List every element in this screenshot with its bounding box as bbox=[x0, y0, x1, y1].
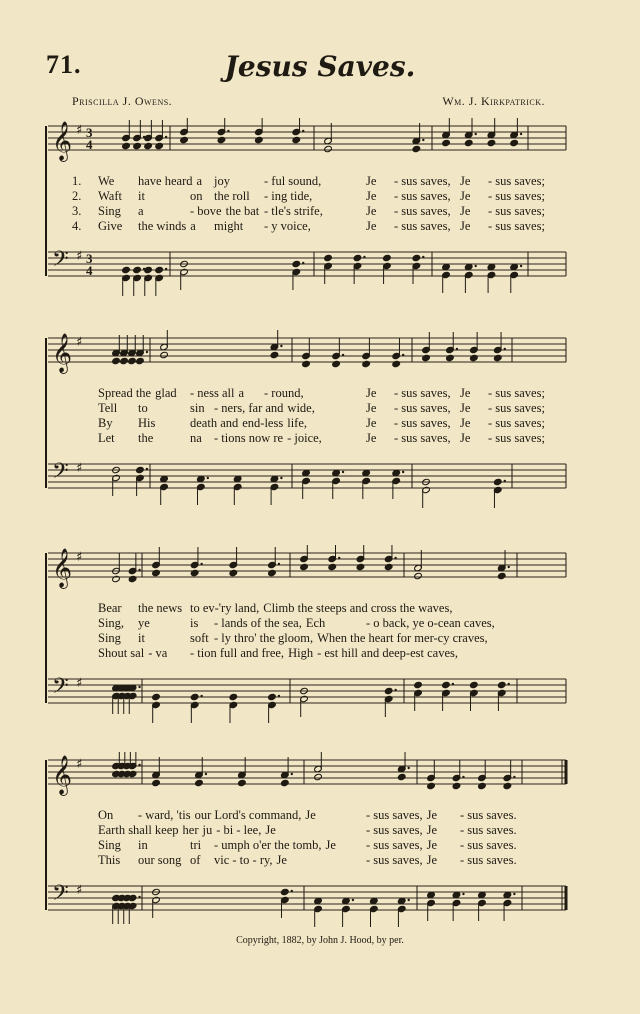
note-head bbox=[362, 360, 371, 367]
lyric-syllable: Sing bbox=[98, 631, 121, 645]
note-head bbox=[292, 136, 301, 143]
note-head bbox=[510, 139, 519, 146]
dot bbox=[474, 133, 476, 135]
note-head bbox=[412, 145, 421, 152]
music-system bbox=[42, 118, 572, 298]
dot bbox=[138, 764, 140, 766]
time-signature-top: 3 bbox=[86, 125, 93, 140]
dot bbox=[342, 354, 344, 356]
lyric-syllable: - sus saves, bbox=[366, 853, 423, 867]
lyric-syllable: - va bbox=[148, 646, 168, 660]
note-head bbox=[392, 360, 401, 367]
lyric-syllable: glad bbox=[155, 386, 177, 400]
lyric-syllable: Je bbox=[366, 189, 377, 203]
lyric-line bbox=[42, 401, 572, 416]
dot bbox=[504, 348, 506, 350]
dot bbox=[462, 776, 464, 778]
lyric-syllable: Je bbox=[305, 808, 316, 822]
lyric-syllable: is bbox=[190, 616, 199, 630]
time-signature-top: 3 bbox=[86, 251, 93, 266]
hymn-number: 71. bbox=[46, 50, 82, 79]
lyric-syllable: - ward, 'tis bbox=[138, 808, 191, 822]
dot bbox=[291, 890, 293, 892]
lyric-syllable: soft bbox=[190, 631, 209, 645]
lyric-syllable: to bbox=[138, 401, 148, 415]
lyric-syllable: Je bbox=[460, 386, 471, 400]
note-head bbox=[503, 782, 512, 789]
lyric-syllable: death and bbox=[190, 416, 239, 430]
lyric-syllable: - sus saves, bbox=[394, 219, 451, 233]
lyric-line bbox=[42, 386, 572, 401]
lyric-syllable: - sus saves, bbox=[394, 416, 451, 430]
treble-clef-icon: 𝄞 bbox=[52, 121, 73, 161]
lyric-syllable: - joice, bbox=[287, 431, 322, 445]
lyric-syllable: Sing bbox=[98, 838, 121, 852]
lyric-syllable: - sus saves; bbox=[488, 219, 545, 233]
lyric-syllable: Je bbox=[460, 189, 471, 203]
lyric-syllable: the news bbox=[138, 601, 183, 615]
dot bbox=[422, 256, 424, 258]
lyric-syllable: - sus saves. bbox=[460, 823, 517, 837]
note-head bbox=[497, 681, 506, 688]
note-head bbox=[442, 139, 451, 146]
lyric-syllable: Je bbox=[366, 386, 377, 400]
lyric-syllable: ju bbox=[202, 823, 213, 837]
lyric-syllable: - sus saves, bbox=[366, 823, 423, 837]
lyric-syllable: Je bbox=[366, 416, 377, 430]
note-head bbox=[353, 254, 362, 261]
lyric-syllable: Je bbox=[460, 219, 471, 233]
lyric-syllable: ye bbox=[138, 616, 150, 630]
lyric-syllable: Sing, bbox=[98, 616, 125, 630]
lyric-syllable: - sus saves; bbox=[488, 204, 545, 218]
lyric-syllable: our song bbox=[138, 853, 182, 867]
lyric-syllable: Ech bbox=[305, 616, 326, 630]
note-head bbox=[497, 572, 506, 579]
note-head bbox=[180, 136, 189, 143]
note-head bbox=[128, 357, 137, 364]
lyric-syllable: Je bbox=[426, 838, 438, 852]
lyric-syllable: We bbox=[98, 174, 115, 188]
key-signature-sharp: ♯ bbox=[76, 249, 83, 264]
dot bbox=[205, 773, 207, 775]
note-head bbox=[144, 142, 153, 149]
lyric-syllable: - ness all bbox=[190, 386, 235, 400]
lyric-syllable: - sus saves. bbox=[460, 808, 517, 822]
note-head bbox=[384, 687, 393, 694]
lyric-syllable: our Lord's command, bbox=[194, 808, 302, 822]
verse-number: 3. bbox=[72, 204, 82, 218]
lyric-syllable: - sus saves, bbox=[366, 808, 423, 822]
lyric-syllable: end-less bbox=[242, 416, 284, 430]
lyric-syllable: Je bbox=[366, 204, 377, 218]
lyric-line bbox=[42, 204, 572, 219]
key-signature-sharp: ♯ bbox=[76, 883, 83, 898]
dot bbox=[363, 256, 365, 258]
lyric-syllable: - sus saves, bbox=[394, 431, 451, 445]
music-system bbox=[42, 752, 572, 932]
bass-clef-icon: 𝄢 bbox=[52, 881, 69, 911]
lyric-syllable: - sus saves; bbox=[488, 401, 545, 415]
lyric-syllable: - o back, ye o-cean caves, bbox=[366, 616, 495, 630]
note-head bbox=[120, 357, 129, 364]
note-head bbox=[144, 266, 153, 273]
lyric-syllable: - bove bbox=[190, 204, 222, 218]
lyric-syllable: Je bbox=[325, 838, 336, 852]
verse-number: 4. bbox=[72, 219, 82, 233]
lyric-syllable: the bat bbox=[225, 204, 260, 218]
treble-clef-icon: 𝄞 bbox=[52, 755, 73, 795]
lyric-syllable: - y voice, bbox=[264, 219, 311, 233]
composer-credit: Wm. J. Kirkpatrick. bbox=[442, 94, 545, 108]
dot bbox=[402, 471, 404, 473]
lyric-syllable: in bbox=[138, 838, 148, 852]
dot bbox=[138, 569, 140, 571]
dot bbox=[462, 893, 464, 895]
key-signature-sharp: ♯ bbox=[76, 335, 83, 350]
lyric-syllable: a bbox=[238, 386, 244, 400]
dot bbox=[302, 262, 304, 264]
note-head bbox=[493, 354, 502, 361]
lyric-syllable: Waft bbox=[98, 189, 122, 203]
lyric-syllable: Je bbox=[366, 219, 377, 233]
note-head bbox=[292, 260, 301, 267]
lyric-syllable: Sing bbox=[98, 204, 121, 218]
lyric-syllable: Je bbox=[460, 431, 471, 445]
note-head bbox=[190, 693, 199, 700]
lyric-syllable: a bbox=[190, 219, 196, 233]
note-head bbox=[255, 136, 264, 143]
lyric-syllable: na bbox=[190, 431, 202, 445]
time-signature-bottom: 4 bbox=[86, 263, 93, 278]
note-head bbox=[314, 773, 323, 780]
key-signature-sharp: ♯ bbox=[76, 461, 83, 476]
note-head bbox=[487, 139, 496, 146]
music-system bbox=[42, 545, 572, 725]
note-head bbox=[332, 360, 341, 367]
lyric-syllable: - ly thro' the gloom, bbox=[214, 631, 314, 645]
note-head bbox=[422, 354, 431, 361]
lyric-line bbox=[42, 416, 572, 431]
lyric-syllable: Je bbox=[426, 808, 438, 822]
lyric-syllable: Je bbox=[426, 853, 438, 867]
note-head bbox=[300, 563, 309, 570]
dot bbox=[452, 683, 454, 685]
dot bbox=[165, 268, 167, 270]
lyric-syllable: - sus saves, bbox=[394, 204, 451, 218]
lyric-line bbox=[42, 631, 572, 646]
lyric-syllable: wide, bbox=[287, 401, 315, 415]
lyric-syllable: - sus saves. bbox=[460, 853, 517, 867]
lyric-syllable: life, bbox=[287, 416, 308, 430]
note-head bbox=[427, 782, 436, 789]
dot bbox=[146, 351, 148, 353]
lyric-syllable: it bbox=[138, 189, 145, 203]
note-head bbox=[229, 693, 238, 700]
lyric-syllable: Je bbox=[265, 823, 276, 837]
dot bbox=[508, 683, 510, 685]
note-head bbox=[152, 779, 161, 786]
dot bbox=[227, 130, 229, 132]
note-head bbox=[281, 779, 290, 786]
lyric-line bbox=[42, 616, 572, 631]
dot bbox=[352, 899, 354, 901]
dot bbox=[278, 695, 280, 697]
key-signature-sharp: ♯ bbox=[76, 550, 83, 565]
note-head bbox=[270, 351, 279, 358]
lyric-syllable: - sus saves, bbox=[394, 386, 451, 400]
lyric-syllable: - ful sound, bbox=[264, 174, 322, 188]
note-head bbox=[128, 575, 137, 582]
dot bbox=[302, 130, 304, 132]
bass-clef-icon: 𝄢 bbox=[52, 247, 69, 277]
note-head bbox=[112, 357, 121, 364]
music-system bbox=[42, 330, 572, 510]
dot bbox=[408, 767, 410, 769]
dot bbox=[138, 896, 140, 898]
dot bbox=[342, 471, 344, 473]
lyric-syllable: - lands of the sea, bbox=[214, 616, 302, 630]
note-head bbox=[155, 142, 164, 149]
verse-number: 1. bbox=[72, 174, 82, 188]
note-head bbox=[190, 569, 199, 576]
note-head bbox=[493, 478, 502, 485]
dot bbox=[422, 139, 424, 141]
bass-clef-icon: 𝄢 bbox=[52, 674, 69, 704]
key-signature-sharp: ♯ bbox=[76, 123, 83, 138]
lyric-syllable: Tell bbox=[98, 401, 118, 415]
lyric-syllable: tri bbox=[190, 838, 202, 852]
lyric-syllable: have heard bbox=[138, 174, 193, 188]
lyric-syllable: - sus saves; bbox=[488, 174, 545, 188]
note-head bbox=[122, 142, 131, 149]
dot bbox=[504, 480, 506, 482]
note-head bbox=[268, 569, 277, 576]
lyric-syllable: her bbox=[182, 823, 199, 837]
lyric-syllable: Climb the steeps and cross the waves, bbox=[263, 601, 453, 615]
note-head bbox=[324, 145, 333, 152]
note-head bbox=[442, 681, 451, 688]
dot bbox=[146, 468, 148, 470]
lyric-syllable: sin bbox=[190, 401, 205, 415]
lyric-syllable: Je bbox=[460, 174, 471, 188]
key-signature-sharp: ♯ bbox=[76, 676, 83, 691]
lyric-syllable: vic - to - ry, bbox=[214, 853, 273, 867]
note-head bbox=[446, 354, 455, 361]
lyric-syllable: on bbox=[190, 189, 203, 203]
lyric-syllable: - sus saves, bbox=[394, 174, 451, 188]
treble-clef-icon: 𝄞 bbox=[52, 548, 73, 588]
lyric-syllable: Je bbox=[366, 401, 377, 415]
note-head bbox=[478, 782, 487, 789]
hymn-title: Jesus Saves. bbox=[224, 50, 416, 83]
lyric-syllable: Je bbox=[426, 823, 438, 837]
lyric-syllable: Earth shall keep bbox=[98, 823, 179, 837]
lyric-syllable: Je bbox=[460, 401, 471, 415]
lyric-syllable: - umph o'er the tomb, bbox=[214, 838, 322, 852]
lyric-syllable: - sus saves; bbox=[488, 416, 545, 430]
note-head bbox=[470, 681, 479, 688]
dot bbox=[520, 133, 522, 135]
dot bbox=[456, 348, 458, 350]
lyric-syllable: - ing tide, bbox=[264, 189, 313, 203]
dot bbox=[394, 557, 396, 559]
note-head bbox=[112, 575, 121, 582]
lyric-syllable: of bbox=[190, 853, 201, 867]
lyric-syllable: - ners, far and bbox=[214, 401, 284, 415]
lyric-syllable: Give bbox=[98, 219, 123, 233]
note-head bbox=[328, 563, 337, 570]
lyric-syllable: This bbox=[98, 853, 121, 867]
note-head bbox=[356, 563, 365, 570]
dot bbox=[394, 689, 396, 691]
lyric-syllable: might bbox=[214, 219, 244, 233]
dot bbox=[513, 776, 515, 778]
copyright-notice: Copyright, 1882, by John J. Hood, by per. bbox=[236, 935, 404, 946]
note-head bbox=[152, 569, 161, 576]
dot bbox=[474, 265, 476, 267]
note-head bbox=[217, 136, 226, 143]
dot bbox=[280, 345, 282, 347]
lyric-syllable: - sus saves; bbox=[488, 189, 545, 203]
time-signature-bottom: 4 bbox=[86, 137, 93, 152]
lyric-syllable: a bbox=[138, 204, 144, 218]
lyric-line bbox=[42, 823, 572, 838]
dot bbox=[513, 893, 515, 895]
lyric-syllable: Bear bbox=[98, 601, 122, 615]
dot bbox=[165, 136, 167, 138]
lyric-syllable: the bbox=[138, 431, 154, 445]
lyric-syllable: On bbox=[98, 808, 114, 822]
author-credit: Priscilla J. Owens. bbox=[72, 94, 173, 108]
lyric-syllable: Let bbox=[98, 431, 115, 445]
lyric-syllable: joy bbox=[214, 174, 230, 188]
note-head bbox=[136, 466, 145, 473]
lyric-syllable: it bbox=[138, 631, 145, 645]
lyric-line bbox=[42, 189, 572, 204]
note-head bbox=[414, 572, 423, 579]
dot bbox=[207, 477, 209, 479]
lyric-syllable: - sus saves, bbox=[394, 189, 451, 203]
lyric-syllable: - round, bbox=[264, 386, 304, 400]
lyric-line bbox=[42, 601, 572, 616]
dot bbox=[280, 477, 282, 479]
note-head bbox=[152, 693, 161, 700]
note-head bbox=[397, 773, 406, 780]
note-head bbox=[195, 779, 204, 786]
lyric-syllable: - bi - lee, bbox=[216, 823, 262, 837]
dot bbox=[402, 354, 404, 356]
dot bbox=[520, 265, 522, 267]
note-head bbox=[470, 354, 479, 361]
lyric-line bbox=[42, 646, 572, 661]
note-head bbox=[324, 254, 333, 261]
lyric-syllable: a bbox=[196, 174, 203, 188]
note-head bbox=[281, 888, 290, 895]
lyric-syllable: Je bbox=[366, 174, 377, 188]
lyric-syllable: Je bbox=[460, 416, 471, 430]
lyric-syllable: High bbox=[288, 646, 314, 660]
lyric-syllable: Je bbox=[460, 204, 471, 218]
lyric-line bbox=[42, 838, 572, 853]
key-signature-sharp: ♯ bbox=[76, 757, 83, 772]
lyric-syllable: - tions now re bbox=[214, 431, 284, 445]
note-head bbox=[383, 254, 392, 261]
lyric-syllable: His bbox=[138, 416, 156, 430]
note-head bbox=[414, 681, 423, 688]
note-head bbox=[384, 563, 393, 570]
lyric-syllable: Je bbox=[276, 853, 287, 867]
note-head bbox=[229, 569, 238, 576]
note-head bbox=[302, 360, 311, 367]
lyric-syllable: - sus saves; bbox=[488, 431, 545, 445]
lyric-syllable: - sus saves, bbox=[394, 401, 451, 415]
note-head bbox=[160, 351, 169, 358]
note-head bbox=[136, 357, 145, 364]
lyric-line bbox=[42, 431, 572, 446]
note-head bbox=[133, 266, 142, 273]
lyric-syllable: By bbox=[98, 416, 113, 430]
dot bbox=[338, 557, 340, 559]
lyric-syllable: - sus saves, bbox=[366, 838, 423, 852]
note-head bbox=[268, 693, 277, 700]
note-head bbox=[452, 782, 461, 789]
lyric-syllable: to ev-'ry land, bbox=[190, 601, 260, 615]
lyric-syllable: - est hill and deep-est caves, bbox=[317, 646, 458, 660]
lyric-syllable: Shout sal bbox=[98, 646, 145, 660]
lyric-syllable: - tion full and free, bbox=[190, 646, 285, 660]
dot bbox=[508, 566, 510, 568]
lyric-syllable: the roll bbox=[214, 189, 250, 203]
dot bbox=[200, 563, 202, 565]
note-head bbox=[155, 266, 164, 273]
lyric-syllable: - tle's strife, bbox=[264, 204, 323, 218]
note-head bbox=[133, 142, 142, 149]
lyric-line bbox=[42, 853, 572, 868]
lyric-line bbox=[42, 174, 572, 189]
note-head bbox=[122, 266, 131, 273]
dot bbox=[408, 899, 410, 901]
lyric-syllable: Spread the bbox=[98, 386, 152, 400]
lyric-line bbox=[42, 219, 572, 234]
note-head bbox=[238, 779, 247, 786]
note-head bbox=[412, 254, 421, 261]
dot bbox=[200, 695, 202, 697]
lyric-syllable: - sus saves. bbox=[460, 838, 517, 852]
verse-number: 2. bbox=[72, 189, 82, 203]
lyric-syllable: When the heart for mer-cy craves, bbox=[317, 631, 488, 645]
lyric-line bbox=[42, 808, 572, 823]
treble-clef-icon: 𝄞 bbox=[52, 333, 73, 373]
note-head bbox=[464, 139, 473, 146]
bass-clef-icon: 𝄢 bbox=[52, 459, 69, 489]
dot bbox=[291, 773, 293, 775]
lyric-syllable: Je bbox=[366, 431, 377, 445]
lyric-syllable: - sus saves; bbox=[488, 386, 545, 400]
dot bbox=[138, 686, 140, 688]
dot bbox=[278, 563, 280, 565]
lyric-syllable: the winds bbox=[138, 219, 187, 233]
